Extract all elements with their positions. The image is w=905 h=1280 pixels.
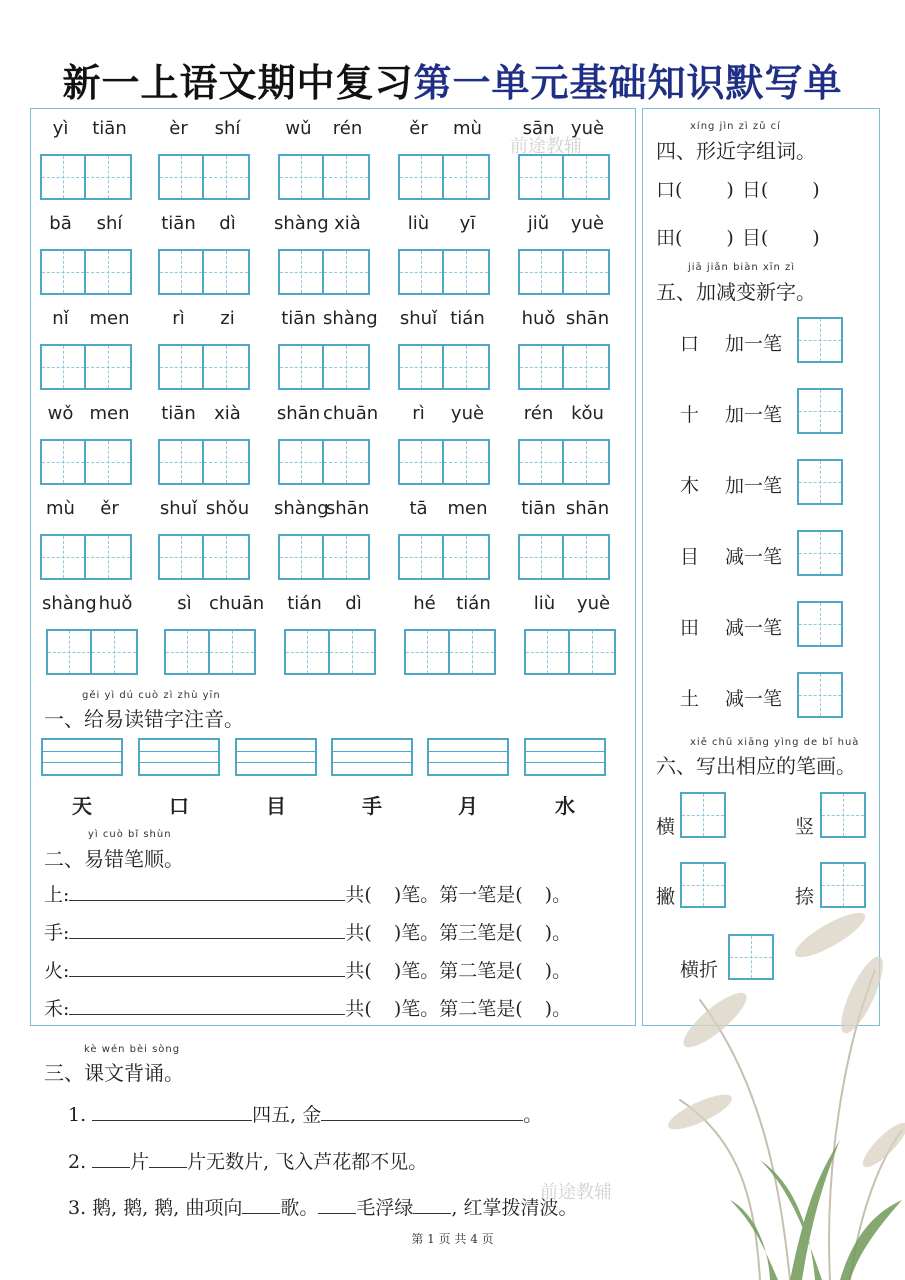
pinyin-label bbox=[514, 498, 612, 519]
pinyin-syllable: shàng bbox=[274, 498, 329, 519]
section3-ruby: kè wén bèi sòng bbox=[84, 1044, 181, 1055]
tianzige-box[interactable] bbox=[444, 154, 490, 200]
operation: 加一笔 bbox=[725, 333, 783, 355]
tianzige-box[interactable] bbox=[518, 344, 564, 390]
pinyin-label bbox=[274, 498, 372, 519]
stroke-char: 火: bbox=[44, 960, 70, 982]
add-remove-row bbox=[680, 329, 782, 356]
title-part2: 第一单元基础知识默写单 bbox=[413, 60, 843, 105]
pinyin-syllable: yuè bbox=[450, 403, 485, 424]
pinyin-syllable: shān bbox=[565, 498, 610, 519]
pinyin-syllable: tiān bbox=[161, 403, 196, 424]
pinyin-label bbox=[514, 308, 612, 329]
pinyin-label bbox=[42, 593, 140, 614]
tianzige-pair bbox=[398, 249, 490, 295]
blank[interactable] bbox=[92, 1149, 130, 1168]
base-char: 土 bbox=[680, 688, 700, 710]
pinyin-syllable: men bbox=[89, 308, 130, 329]
tianzige-pair bbox=[278, 344, 370, 390]
pinyin-label bbox=[154, 213, 252, 234]
answer-box[interactable] bbox=[797, 388, 843, 434]
stroke-name: 横折 bbox=[680, 959, 719, 981]
pinyin-syllable: tiān bbox=[92, 118, 127, 139]
similar-b-end: ) bbox=[812, 227, 820, 249]
stroke-answer-box[interactable] bbox=[680, 792, 726, 838]
page-title bbox=[0, 52, 905, 107]
tianzige-box[interactable] bbox=[564, 344, 610, 390]
tianzige-box[interactable] bbox=[158, 344, 204, 390]
operation: 减一笔 bbox=[725, 617, 783, 639]
pinyin-label bbox=[36, 118, 134, 139]
tianzige-box[interactable] bbox=[524, 629, 570, 675]
tianzige-box[interactable] bbox=[444, 249, 490, 295]
operation: 加一笔 bbox=[725, 475, 783, 497]
recite-line-2 bbox=[68, 1147, 427, 1174]
recite-3-c: 毛浮绿 bbox=[356, 1197, 414, 1219]
pinyin-label bbox=[36, 213, 134, 234]
blank[interactable] bbox=[321, 1102, 523, 1121]
tianzige-box[interactable] bbox=[92, 629, 138, 675]
pinyin-syllable: shàng bbox=[323, 308, 378, 329]
tianzige-box[interactable] bbox=[158, 534, 204, 580]
base-char: 口 bbox=[680, 333, 700, 355]
similar-char-row bbox=[656, 175, 820, 202]
pinyin-syllable: yì bbox=[52, 118, 69, 139]
operation: 减一笔 bbox=[725, 546, 783, 568]
tianzige-box[interactable] bbox=[278, 439, 324, 485]
tianzige-pair bbox=[46, 629, 138, 675]
pinyin-syllable: men bbox=[89, 403, 130, 424]
tianzige-box[interactable] bbox=[564, 439, 610, 485]
pinyin-line-box[interactable] bbox=[41, 738, 123, 776]
blank[interactable] bbox=[242, 1195, 280, 1214]
tianzige-pair bbox=[518, 249, 610, 295]
tianzige-box[interactable] bbox=[444, 344, 490, 390]
section2-title: 二、易错笔顺。 bbox=[44, 847, 184, 871]
stroke-name: 竖 bbox=[795, 816, 815, 838]
recite-1-mid: 四五, 金 bbox=[252, 1104, 322, 1126]
tianzige-box[interactable] bbox=[570, 629, 616, 675]
stroke-mid: )笔。第二笔是( bbox=[393, 960, 523, 982]
pinyin-syllable: ěr bbox=[100, 498, 119, 519]
pinyin-syllable: yuè bbox=[570, 213, 605, 234]
similar-char-row bbox=[656, 223, 820, 250]
pinyin-label bbox=[274, 213, 372, 234]
tianzige-pair bbox=[158, 344, 250, 390]
pinyin-syllable: tiān bbox=[281, 308, 316, 329]
answer-box[interactable] bbox=[797, 672, 843, 718]
tianzige-box[interactable] bbox=[398, 534, 444, 580]
tianzige-box[interactable] bbox=[324, 534, 370, 580]
pinyin-label bbox=[514, 213, 612, 234]
tianzige-box[interactable] bbox=[564, 534, 610, 580]
stroke-answer-box[interactable] bbox=[820, 792, 866, 838]
recite-line-1 bbox=[68, 1100, 542, 1127]
similar-b: 日( bbox=[741, 179, 769, 201]
tianzige-pair bbox=[278, 534, 370, 580]
pinyin-syllable: nǐ bbox=[52, 308, 69, 329]
pinyin-syllable: zi bbox=[220, 308, 235, 329]
stroke-total: 共( bbox=[345, 998, 372, 1020]
tianzige-pair bbox=[518, 344, 610, 390]
similar-a-end: ) bbox=[726, 227, 734, 249]
pinyin-label bbox=[36, 308, 134, 329]
pinyin-syllable: shān bbox=[325, 498, 370, 519]
pinyin-label bbox=[154, 308, 252, 329]
stroke-char: 上: bbox=[44, 884, 70, 906]
tianzige-box[interactable] bbox=[204, 344, 250, 390]
tianzige-box[interactable] bbox=[158, 439, 204, 485]
pinyin-syllable: rén bbox=[332, 118, 363, 139]
pinyin-line-box[interactable] bbox=[331, 738, 413, 776]
pinyin-syllable: tā bbox=[409, 498, 428, 519]
pinyin-syllable: rén bbox=[523, 403, 554, 424]
pinyin-syllable: dì bbox=[345, 593, 362, 614]
tianzige-box[interactable] bbox=[324, 439, 370, 485]
pinyin-syllable: shàng bbox=[42, 593, 97, 614]
tianzige-box[interactable] bbox=[324, 154, 370, 200]
pinyin-syllable: rì bbox=[172, 308, 185, 329]
pinyin-syllable: wǒ bbox=[47, 403, 74, 424]
blank[interactable] bbox=[92, 1102, 252, 1121]
pinyin-label bbox=[154, 403, 252, 424]
operation: 减一笔 bbox=[725, 688, 783, 710]
pinyin-line-box[interactable] bbox=[138, 738, 220, 776]
stroke-end: )。 bbox=[544, 960, 572, 982]
answer-box[interactable] bbox=[797, 317, 843, 363]
stroke-order-row bbox=[44, 880, 571, 907]
pinyin-syllable: chuān bbox=[323, 403, 379, 424]
stroke-total: 共( bbox=[345, 960, 372, 982]
add-remove-row bbox=[680, 684, 782, 711]
recite-3-a: 鹅, 鹅, 鹅, 曲项向 bbox=[92, 1197, 243, 1219]
section5-title: 五、加减变新字。 bbox=[656, 280, 816, 304]
tianzige-box[interactable] bbox=[398, 344, 444, 390]
blank[interactable] bbox=[318, 1195, 356, 1214]
pinyin-syllable: yī bbox=[459, 213, 476, 234]
recite-line-3 bbox=[68, 1193, 578, 1220]
tianzige-box[interactable] bbox=[398, 439, 444, 485]
pinyin-syllable: shān bbox=[565, 308, 610, 329]
watermark-bottom: 前途教辅 bbox=[540, 1182, 612, 1203]
recite-1-num: 1. bbox=[68, 1104, 87, 1126]
pinyin-syllable: shí bbox=[96, 213, 123, 234]
stroke-mid: )笔。第三笔是( bbox=[393, 922, 523, 944]
operation: 加一笔 bbox=[725, 404, 783, 426]
tianzige-box[interactable] bbox=[40, 154, 86, 200]
tianzige-box[interactable] bbox=[204, 439, 250, 485]
similar-b-end: ) bbox=[812, 179, 820, 201]
tianzige-pair bbox=[278, 249, 370, 295]
section1-char: 水 bbox=[555, 794, 575, 818]
tianzige-box[interactable] bbox=[86, 344, 132, 390]
stroke-order-row bbox=[44, 994, 571, 1021]
recite-2-a: 片 bbox=[130, 1151, 150, 1173]
add-remove-row bbox=[680, 613, 782, 640]
section2-ruby: yì cuò bǐ shùn bbox=[88, 829, 172, 840]
pinyin-syllable: shí bbox=[214, 118, 241, 139]
stroke-end: )。 bbox=[544, 884, 572, 906]
tianzige-box[interactable] bbox=[284, 629, 330, 675]
pinyin-line-box[interactable] bbox=[524, 738, 606, 776]
tianzige-box[interactable] bbox=[46, 629, 92, 675]
tianzige-box[interactable] bbox=[86, 534, 132, 580]
section4-ruby: xíng jìn zì zǔ cí bbox=[690, 121, 781, 132]
base-char: 田 bbox=[680, 617, 700, 639]
tianzige-pair bbox=[398, 154, 490, 200]
tianzige-box[interactable] bbox=[444, 439, 490, 485]
pinyin-label bbox=[274, 308, 378, 329]
pinyin-label bbox=[400, 593, 498, 614]
tianzige-box[interactable] bbox=[40, 344, 86, 390]
stroke-name: 横 bbox=[656, 816, 676, 838]
pinyin-syllable: tián bbox=[287, 593, 322, 614]
tianzige-box[interactable] bbox=[40, 249, 86, 295]
recite-3-b: 歌。 bbox=[280, 1197, 319, 1219]
pinyin-syllable: huǒ bbox=[98, 593, 133, 614]
tianzige-pair bbox=[158, 439, 250, 485]
pinyin-syllable: wǔ bbox=[285, 118, 312, 139]
pinyin-syllable: liù bbox=[533, 593, 556, 614]
pinyin-syllable: mù bbox=[46, 498, 75, 519]
pinyin-syllable: shuǐ bbox=[399, 308, 438, 329]
pinyin-syllable: yuè bbox=[576, 593, 611, 614]
section4-title: 四、形近字组词。 bbox=[656, 139, 816, 163]
tianzige-box[interactable] bbox=[158, 154, 204, 200]
similar-b: 目( bbox=[741, 227, 769, 249]
tianzige-box[interactable] bbox=[164, 629, 210, 675]
answer-box[interactable] bbox=[797, 459, 843, 505]
tianzige-box[interactable] bbox=[204, 534, 250, 580]
tianzige-pair bbox=[164, 629, 256, 675]
pinyin-syllable: èr bbox=[169, 118, 188, 139]
stroke-name: 捺 bbox=[795, 886, 815, 908]
tianzige-box[interactable] bbox=[518, 534, 564, 580]
stroke-order-row bbox=[44, 956, 571, 983]
tianzige-pair bbox=[278, 154, 370, 200]
tianzige-box[interactable] bbox=[330, 629, 376, 675]
stroke-char: 手: bbox=[44, 922, 70, 944]
section1-char: 天 bbox=[72, 794, 92, 818]
add-remove-row bbox=[680, 400, 782, 427]
section1-char: 手 bbox=[362, 794, 382, 818]
tianzige-pair bbox=[278, 439, 370, 485]
stroke-mid: )笔。第二笔是( bbox=[393, 998, 523, 1020]
tianzige-pair bbox=[398, 439, 490, 485]
pinyin-syllable: jiǔ bbox=[527, 213, 550, 234]
tianzige-pair bbox=[518, 154, 610, 200]
pinyin-label bbox=[394, 118, 492, 139]
similar-a: 田( bbox=[656, 227, 683, 249]
pinyin-label bbox=[36, 498, 134, 519]
stroke-total: 共( bbox=[345, 884, 372, 906]
tianzige-box[interactable] bbox=[398, 249, 444, 295]
stroke-order-row bbox=[44, 918, 571, 945]
pinyin-syllable: xià bbox=[334, 213, 361, 234]
answer-box[interactable] bbox=[797, 601, 843, 647]
pinyin-label bbox=[520, 593, 618, 614]
recite-3-num: 3. bbox=[68, 1197, 87, 1219]
tianzige-pair bbox=[40, 344, 132, 390]
pinyin-label bbox=[160, 593, 265, 614]
tianzige-pair bbox=[158, 534, 250, 580]
pinyin-syllable: shuǐ bbox=[159, 498, 198, 519]
tianzige-pair bbox=[518, 534, 610, 580]
pinyin-syllable: bā bbox=[49, 213, 72, 234]
tianzige-box[interactable] bbox=[564, 154, 610, 200]
section1-ruby: gěi yì dú cuò zì zhù yīn bbox=[82, 690, 221, 701]
pinyin-syllable: liù bbox=[407, 213, 430, 234]
tianzige-box[interactable] bbox=[324, 344, 370, 390]
pinyin-label bbox=[394, 213, 492, 234]
tianzige-pair bbox=[40, 534, 132, 580]
tianzige-box[interactable] bbox=[86, 249, 132, 295]
section1-char: 目 bbox=[266, 794, 286, 818]
similar-a: 口( bbox=[656, 179, 683, 201]
section1-char: 月 bbox=[458, 794, 478, 818]
base-char: 木 bbox=[680, 475, 700, 497]
stroke-name: 撇 bbox=[656, 886, 676, 908]
tianzige-box[interactable] bbox=[278, 154, 324, 200]
pinyin-syllable: mù bbox=[453, 118, 482, 139]
pinyin-syllable: shǒu bbox=[205, 498, 250, 519]
tianzige-pair bbox=[284, 629, 376, 675]
pinyin-label bbox=[274, 403, 379, 424]
tianzige-box[interactable] bbox=[444, 534, 490, 580]
tianzige-box[interactable] bbox=[204, 249, 250, 295]
pinyin-syllable: ěr bbox=[409, 118, 428, 139]
pinyin-syllable: rì bbox=[412, 403, 425, 424]
title-part1: 新一上语文期中复习 bbox=[62, 60, 414, 105]
section6-ruby: xiě chū xiāng yìng de bǐ huà bbox=[690, 737, 860, 748]
blank[interactable] bbox=[149, 1149, 187, 1168]
tianzige-box[interactable] bbox=[278, 249, 324, 295]
pinyin-syllable: tián bbox=[456, 593, 491, 614]
pinyin-syllable: tiān bbox=[161, 213, 196, 234]
tianzige-box[interactable] bbox=[404, 629, 450, 675]
recite-2-b: 片无数片, 飞入芦花都不见。 bbox=[187, 1151, 428, 1173]
tianzige-pair bbox=[158, 249, 250, 295]
tianzige-box[interactable] bbox=[210, 629, 256, 675]
pinyin-label bbox=[394, 308, 492, 329]
tianzige-box[interactable] bbox=[40, 439, 86, 485]
similar-a-end: ) bbox=[726, 179, 734, 201]
pinyin-line-box[interactable] bbox=[235, 738, 317, 776]
tianzige-box[interactable] bbox=[398, 154, 444, 200]
section1-title: 一、给易读错字注音。 bbox=[44, 707, 244, 731]
tianzige-box[interactable] bbox=[86, 154, 132, 200]
section1-char: 口 bbox=[169, 794, 189, 818]
pinyin-syllable: chuān bbox=[209, 593, 265, 614]
blank[interactable] bbox=[69, 958, 345, 977]
tianzige-box[interactable] bbox=[518, 154, 564, 200]
recite-3-d: , 红掌拨清波。 bbox=[451, 1197, 578, 1219]
tianzige-box[interactable] bbox=[564, 249, 610, 295]
tianzige-box[interactable] bbox=[158, 249, 204, 295]
pinyin-syllable: tián bbox=[450, 308, 485, 329]
pinyin-syllable: xià bbox=[214, 403, 241, 424]
blank[interactable] bbox=[69, 996, 345, 1015]
recite-2-num: 2. bbox=[68, 1151, 87, 1173]
tianzige-pair bbox=[518, 439, 610, 485]
tianzige-pair bbox=[40, 154, 132, 200]
page-footer: 第 1 页 共 4 页 bbox=[411, 1232, 494, 1246]
pinyin-line-box[interactable] bbox=[427, 738, 509, 776]
stroke-char: 禾: bbox=[44, 998, 70, 1020]
tianzige-pair bbox=[40, 439, 132, 485]
reed-illustration bbox=[640, 880, 905, 1280]
pinyin-label bbox=[154, 498, 252, 519]
pinyin-syllable: dì bbox=[219, 213, 236, 234]
tianzige-box[interactable] bbox=[278, 534, 324, 580]
answer-box[interactable] bbox=[797, 530, 843, 576]
recite-1-end: 。 bbox=[523, 1104, 543, 1126]
tianzige-pair bbox=[524, 629, 616, 675]
stroke-end: )。 bbox=[544, 998, 572, 1020]
tianzige-box[interactable] bbox=[278, 344, 324, 390]
tianzige-box[interactable] bbox=[450, 629, 496, 675]
pinyin-syllable: sān bbox=[522, 118, 555, 139]
blank[interactable] bbox=[69, 920, 345, 939]
pinyin-label bbox=[394, 403, 492, 424]
pinyin-syllable: hé bbox=[413, 593, 436, 614]
add-remove-row bbox=[680, 471, 782, 498]
tianzige-pair bbox=[398, 344, 490, 390]
tianzige-pair bbox=[404, 629, 496, 675]
pinyin-label bbox=[394, 498, 492, 519]
stroke-total: 共( bbox=[345, 922, 372, 944]
tianzige-box[interactable] bbox=[204, 154, 250, 200]
pinyin-syllable: sì bbox=[177, 593, 192, 614]
tianzige-box[interactable] bbox=[324, 249, 370, 295]
stroke-mid: )笔。第一笔是( bbox=[393, 884, 523, 906]
tianzige-pair bbox=[40, 249, 132, 295]
base-char: 目 bbox=[680, 546, 700, 568]
pinyin-label bbox=[514, 403, 612, 424]
blank[interactable] bbox=[413, 1195, 451, 1214]
pinyin-syllable: tiān bbox=[521, 498, 556, 519]
pinyin-syllable: huǒ bbox=[521, 308, 556, 329]
pinyin-label bbox=[154, 118, 252, 139]
pinyin-syllable: kǒu bbox=[571, 403, 604, 424]
blank[interactable] bbox=[69, 882, 345, 901]
stroke-end: )。 bbox=[544, 922, 572, 944]
section5-ruby: jiā jiǎn biàn xīn zì bbox=[688, 262, 796, 273]
pinyin-syllable: shān bbox=[276, 403, 321, 424]
base-char: 十 bbox=[680, 404, 700, 426]
tianzige-box[interactable] bbox=[518, 439, 564, 485]
tianzige-pair bbox=[158, 154, 250, 200]
section6-title: 六、写出相应的笔画。 bbox=[656, 754, 856, 778]
pinyin-syllable: shàng bbox=[274, 213, 329, 234]
tianzige-box[interactable] bbox=[86, 439, 132, 485]
pinyin-syllable: yuè bbox=[570, 118, 605, 139]
pinyin-syllable: men bbox=[447, 498, 488, 519]
pinyin-label bbox=[274, 118, 372, 139]
tianzige-box[interactable] bbox=[518, 249, 564, 295]
pinyin-label bbox=[36, 403, 134, 424]
tianzige-pair bbox=[398, 534, 490, 580]
add-remove-row bbox=[680, 542, 782, 569]
section3-title: 三、课文背诵。 bbox=[44, 1061, 184, 1085]
watermark-top: 前途教辅 bbox=[510, 136, 582, 157]
tianzige-box[interactable] bbox=[40, 534, 86, 580]
pinyin-label bbox=[280, 593, 378, 614]
